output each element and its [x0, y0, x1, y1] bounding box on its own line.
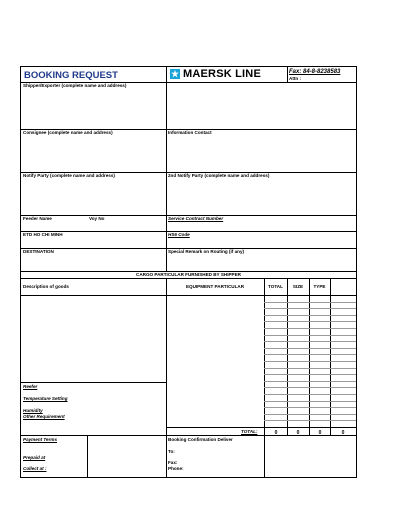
grid-row-line: [264, 308, 356, 309]
booking-confirmation-label: Booking Confirmation Deliver: [168, 437, 233, 442]
grid-row-line: [264, 420, 356, 421]
etd-label: ETD HO CHI MINH: [23, 232, 63, 237]
total-value: 0: [274, 429, 278, 436]
divider: [287, 67, 288, 82]
destination-label: DESTINATION: [23, 249, 54, 254]
cargo-particular-heading: CARGO PARTICULAR FURNISHED BY SHIPPER: [136, 271, 241, 277]
extra-total-value: 0: [341, 429, 345, 436]
divider: [21, 295, 356, 296]
grid-row-line: [264, 374, 356, 375]
divider: [87, 435, 88, 477]
grid-row-line: [264, 381, 356, 382]
grid-row-line: [264, 302, 356, 303]
maersk-star-icon: [170, 69, 180, 79]
shipper-label: Shipper/Exporter (complete name and address): [23, 83, 127, 88]
divider: [264, 435, 265, 477]
grid-row-line: [264, 341, 356, 342]
service-contract-label: Service Contract Number: [168, 216, 224, 221]
hs-code-label: HS6 Code: [168, 232, 190, 237]
fax-label: Fax:: [168, 460, 178, 465]
booking-request-form: [20, 66, 357, 478]
phone-label: Phone:: [168, 466, 184, 471]
grid-row-line: [264, 414, 356, 415]
voy-no-label: Voy No: [89, 216, 105, 221]
divider: [166, 67, 167, 82]
notify-party-2-label: 2nd Notify Party (complete name and address): [168, 173, 270, 178]
collect-at-label: Collect at :: [23, 466, 47, 471]
grid-row-line: [264, 401, 356, 402]
to-label: To:: [168, 449, 175, 454]
other-requirement-label: Other Requirement: [23, 414, 65, 419]
fax-number: Fax: 84-8-8238583: [289, 69, 341, 75]
grid-row-line: [264, 361, 356, 362]
grid-row-line: [264, 328, 356, 329]
description-of-goods-label: Description of goods: [23, 284, 69, 289]
grid-row-line: [264, 394, 356, 395]
col-size-label: SIZE: [292, 284, 304, 289]
consignee-label: Consignee (complete name and address): [23, 130, 113, 135]
col-total-label: TOTAL: [268, 284, 283, 289]
divider: [21, 382, 166, 383]
divider: [166, 427, 356, 428]
prepaid-at-label: Prepaid at: [23, 455, 46, 460]
brand-name: MAERSK LINE: [183, 68, 261, 80]
grid-row-line: [264, 387, 356, 388]
size-total-value: 0: [296, 429, 300, 436]
feeder-name-label: Feeder Name: [23, 216, 52, 221]
payment-terms-label: Payment Terms: [23, 437, 58, 442]
information-contact-label: Information Contact: [168, 130, 212, 135]
divider: [21, 278, 356, 279]
total-row-label: TOTAL:: [241, 429, 258, 434]
divider: [166, 278, 167, 477]
col-type-label: TYPE: [313, 284, 326, 289]
type-total-value: 0: [318, 429, 322, 436]
grid-row-line: [264, 368, 356, 369]
grid-row-line: [264, 354, 356, 355]
attn-label: Attn :: [289, 76, 301, 81]
notify-party-label: Notify Party (complete name and address): [23, 173, 115, 178]
reefer-label: Reefer: [23, 384, 38, 389]
divider: [166, 82, 167, 271]
grid-row-line: [264, 335, 356, 336]
grid-row-line: [264, 315, 356, 316]
form-title: BOOKING REQUEST: [24, 70, 118, 81]
grid-row-line: [264, 407, 356, 408]
temperature-setting-label: Temperature Setting: [23, 396, 68, 401]
equipment-particular-label: EQUIPMENT PARTICULAR: [185, 284, 245, 289]
grid-row-line: [264, 321, 356, 322]
humidity-label: Humidity: [23, 408, 43, 413]
grid-row-line: [264, 348, 356, 349]
special-remark-label: Special Remark on Routing (if any): [168, 249, 245, 254]
